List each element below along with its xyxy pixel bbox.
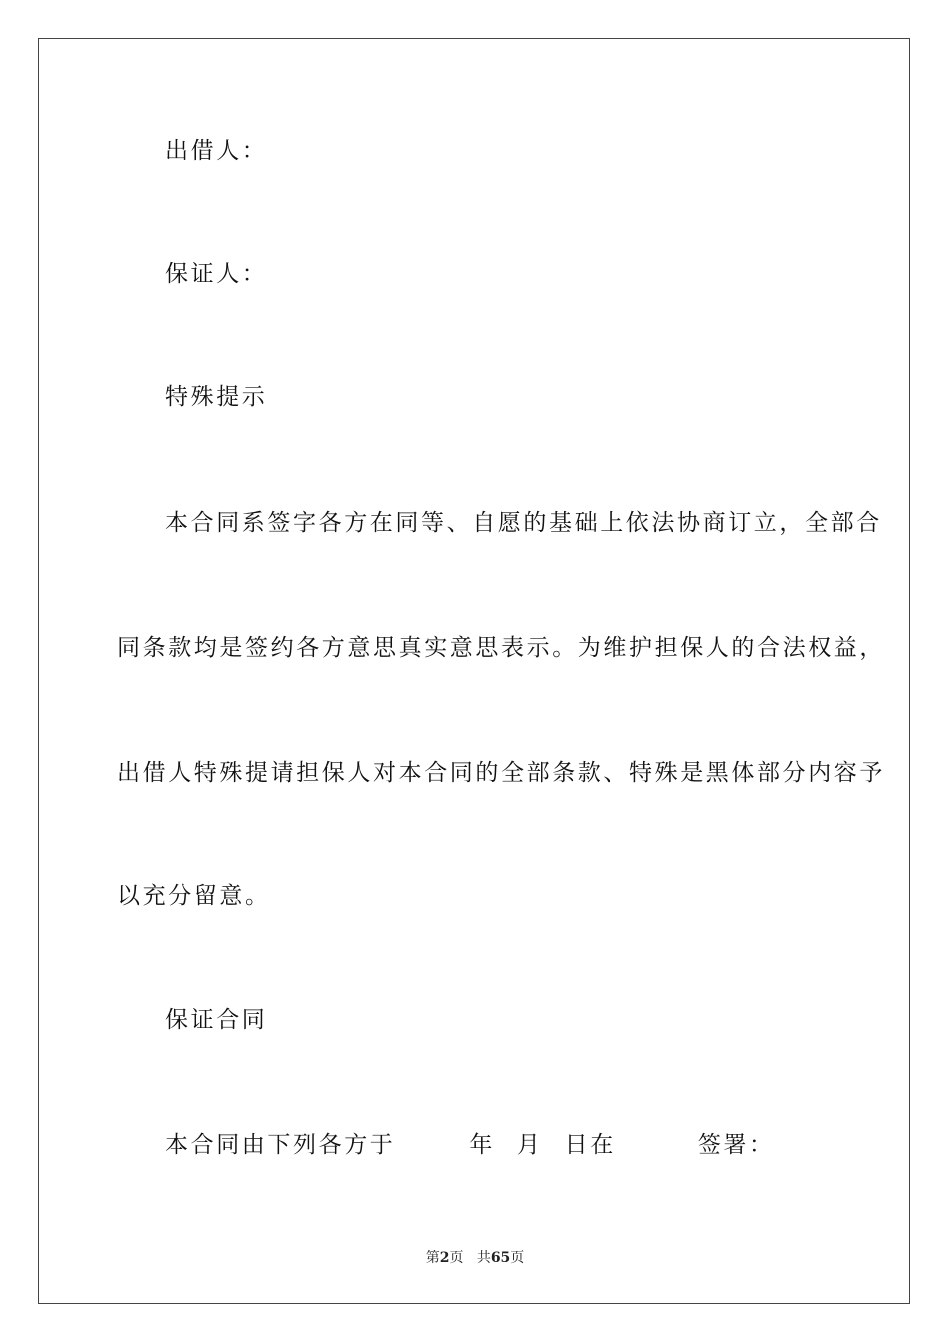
footer-page-current: 2 — [439, 1250, 450, 1266]
signing-line — [165, 1130, 775, 1160]
signing-year: 年 — [469, 1132, 496, 1158]
lender-label: 出借人： — [165, 138, 268, 164]
paragraph-line: 本合同系签字各方在同等、自愿的基础上依法协商订立，全部合 — [165, 510, 882, 536]
page-border — [38, 38, 910, 1304]
signing-signed: 签署： — [697, 1132, 775, 1158]
signing-month: 月 — [517, 1132, 543, 1158]
paragraph-line: 同条款均是签约各方意思真实意思表示。为维护担保人的合法权益， — [117, 635, 885, 661]
contract-title: 保证合同 — [165, 1007, 268, 1033]
paragraph-line: 出借人特殊提请担保人对本合同的全部条款、特殊是黑体部分内容予 — [117, 760, 885, 786]
special-notice-heading: 特殊提示 — [165, 384, 268, 410]
page-footer — [0, 1247, 950, 1267]
footer-page-suffix: 页 — [449, 1250, 464, 1266]
guarantor-label: 保证人： — [165, 261, 268, 287]
footer-page-total: 65 — [490, 1250, 511, 1266]
paragraph-line: 以充分留意。 — [117, 883, 271, 909]
footer-page-prefix: 第 — [425, 1250, 440, 1266]
footer-total-suffix: 页 — [510, 1250, 525, 1266]
signing-day-at: 日在 — [564, 1132, 616, 1158]
signing-text: 本合同由下列各方于 — [165, 1132, 396, 1158]
footer-total-prefix: 共 — [476, 1250, 491, 1266]
